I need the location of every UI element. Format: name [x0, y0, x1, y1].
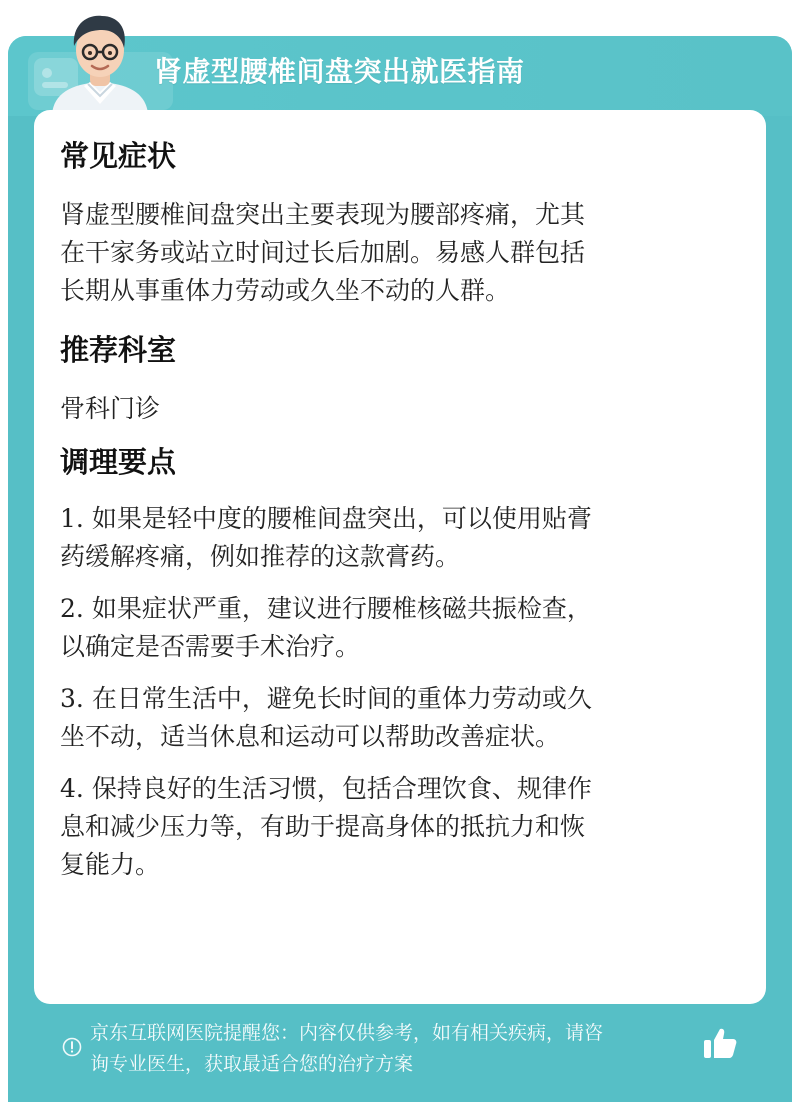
- care-item-line: 息和减少压力等，有助于提高身体的抵抗力和恢: [60, 812, 586, 841]
- care-item-line: 3. 在日常生活中，避免长时间的重体力劳动或久: [60, 684, 592, 713]
- care-item-line: 4. 保持良好的生活习惯，包括合理饮食、规律作: [60, 774, 592, 803]
- symptoms-title: 常见症状: [60, 139, 177, 173]
- department-title: 推荐科室: [60, 333, 177, 367]
- symptoms-line: 肾虚型腰椎间盘突出主要表现为腰部疼痛，尤其: [60, 200, 586, 229]
- care-item-line: 1. 如果是轻中度的腰椎间盘突出，可以使用贴膏: [60, 504, 592, 533]
- content-card: [34, 110, 766, 1004]
- info-icon: [62, 1037, 82, 1057]
- care-item: [60, 590, 740, 666]
- care-item-line: 药缓解疼痛，例如推荐的这款膏药。: [60, 542, 461, 571]
- thumbs-up-icon[interactable]: [702, 1026, 738, 1060]
- care-title: 调理要点: [60, 445, 177, 479]
- doctor-avatar-icon: [44, 8, 156, 114]
- care-item-line: 坐不动，适当休息和运动可以帮助改善症状。: [60, 722, 561, 751]
- symptoms-line: 长期从事重体力劳动或久坐不动的人群。: [60, 276, 511, 305]
- disclaimer-line: 京东互联网医院提醒您：内容仅供参考，如有相关疾病，请咨: [90, 1022, 604, 1044]
- department-text: 骨科门诊: [60, 394, 161, 423]
- care-item: [60, 500, 740, 576]
- care-item: [60, 680, 740, 756]
- page-title: 肾虚型腰椎间盘突出就医指南: [154, 55, 525, 88]
- care-item-line: 以确定是否需要手术治疗。: [60, 632, 361, 661]
- symptoms-paragraph: [60, 196, 740, 310]
- symptoms-line: 在干家务或站立时间过长后加剧。易感人群包括: [60, 238, 586, 267]
- disclaimer-text: [90, 1018, 700, 1080]
- care-item-line: 复能力。: [60, 850, 161, 879]
- care-item-line: 2. 如果症状严重，建议进行腰椎核磁共振检查，: [60, 594, 592, 623]
- disclaimer-line: 询专业医生，获取最适合您的治疗方案: [90, 1053, 414, 1075]
- care-item: [60, 770, 740, 884]
